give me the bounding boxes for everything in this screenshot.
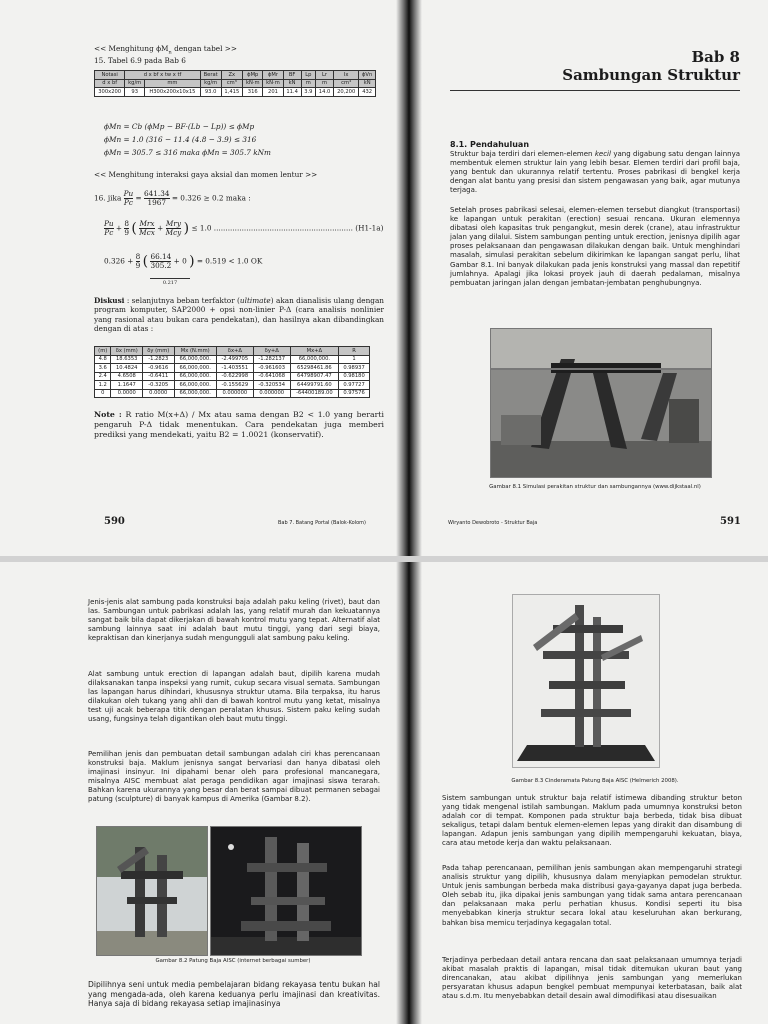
table-cell: -0.155629 (216, 381, 253, 390)
table-cell: -0.6411 (142, 372, 174, 381)
table-unit-cell: kN (359, 79, 376, 88)
table-cell: 3.9 (301, 88, 315, 97)
table-cell: 4.8 (95, 355, 111, 364)
table-unit-cell: kN·m (243, 79, 263, 88)
table-cell: 20,200 (334, 88, 359, 97)
table-header-cell: δy (mm) (142, 347, 174, 356)
table-cell: 1.2 (95, 381, 111, 390)
equation-moment-2: ϕMn = 1.0 (316 − 11.4 (4.8 − 3.9) ≤ 316 (104, 135, 257, 144)
erection-paragraph: Alat sambung untuk erection di lapangan adalah baut, dipilih karena mudah dilaksanakan tanpa inspeksi yang rumit, cukup secara visual semata. Sambungan las lapangan harus dihindari, khususnya struktur utama. Bila terpaksa, itu harus dilakukan oleh tukang yang ahli dan di bawah kontrol mutu yang ketat, misalnya test uji acak beberapa titik dengan peralatan khusus. Sistem paku keling sudah usang, fungsinya telah digantikan oleh baut mutu tinggi. (88, 670, 380, 724)
table-row (95, 364, 370, 373)
pdelta-table-header (95, 347, 370, 356)
table-cell: 11.4 (283, 88, 301, 97)
chapter-rule (450, 90, 740, 91)
table-cell: -0.3205 (142, 381, 174, 390)
page-591 (422, 0, 768, 556)
table-cell: 93.0 (200, 88, 221, 97)
interaction-calculation: 0.326 + $\frac{8}{9}$ ( $\frac{66.14}{305.2}$ + 0 ) = 0.519 < 1.0 OK (104, 252, 263, 270)
figure-8-1-caption: Gambar 8.1 Simulasi perakitan struktur dan sambungannya (www.dijkstaal.nl) (489, 484, 701, 490)
table-cell: 10.4824 (111, 364, 143, 373)
chapter-number: Bab 8 (691, 48, 740, 66)
table-unit-cell: d x bf (95, 79, 125, 88)
table-cell: -1.282137 (253, 355, 290, 364)
table-cell: 201 (263, 88, 283, 97)
aisc-souvenir-sculpture-photo (512, 594, 660, 768)
table-header-cell: Mx (N.mm) (174, 347, 216, 356)
page-number-591: 591 (720, 516, 741, 527)
table-header-cell: Lr (316, 71, 334, 80)
step-15: 15. Tabel 6.9 pada Bab 6 (94, 56, 186, 65)
table-cell: -64400189.00 (290, 389, 338, 398)
intro-paragraph-2: Setelah proses pabrikasi selesai, elemen-elemen tersebut diangkut (transportasi) ke lapangan untuk perakitan (erection) sesuai rencana. Ukuran elemennya dibatasi oleh kapasitas truk pengangkut, mesin derek (crane), atau infrastruktur jalan yang dilalui. Sistem sambungan penting untuk erection, jenisnya dipilih agar proses pelaksanaan dan pengawasan dilakukan dengan baik. Untuk menghindari masalah, simulasi perakitan sebelum dikirimkan ke lapangan sangat perlu, lihat Gambar 8.1. Ini banyak dilakukan pada jenis konstruksi yang massal dan repetitif jumlahnya. Apalagi jika lokasi proyek jauh di daerah pedalaman, misalnya pembuatan jaringan jalan dengan jembatan-jembatan penghubungnya. (450, 206, 740, 287)
table-header-cell: ϕVn (359, 71, 376, 80)
table-row (95, 381, 370, 390)
table-header-cell: Notasi (95, 71, 125, 80)
table-unit-cell: mm (145, 79, 201, 88)
table-cell: 1.1647 (111, 381, 143, 390)
table-header-cell: Ix (334, 71, 359, 80)
aisc-sculpture-photo-day (96, 826, 208, 956)
profile-table (94, 70, 376, 97)
table-cell: 4.6508 (111, 372, 143, 381)
table-cell: 0.98937 (339, 364, 370, 373)
page-592 (0, 562, 396, 1024)
detail-selection-paragraph: Pemilihan jenis dan pembuatan detail sambungan adalah ciri khas perencanaan konstruksi baja. Maklum jenisnya sangat bervariasi dan hanya dibatasi oleh imajinasi insinyur. Ini dipahami benar oleh para profesional mancanegara, misalnya AISC membuat alat peraga pendidikan agar imajinasi siswa terarah. Bahkan karena ukurannya yang besar dan berat sampai dibuat permanen sebagai patung (sculpture) di banyak kampus di Amerika (Gambar 8.2). (88, 750, 380, 804)
table-cell: 0.000000 (253, 389, 290, 398)
art-learning-paragraph: Dipilihnya seni untuk media pembelajaran bidang rekayasa tentu bukan hal yang mengada-ada, oleh karena keduanya perlu imajinasi dan kreativitas. Hanya saja di bidang rekayasa setiap imajinasinya (88, 980, 380, 1009)
table-cell: 316 (243, 88, 263, 97)
connection-system-paragraph: Sistem sambungan untuk struktur baja relatif istimewa dibanding struktur beton yang tidak mengenal istilah sambungan. Maklum pada umumnya konstruksi beton adalah cor di tempat. Komponen pada struktur baja berbeda, tidak bisa dibuat sekaligus, tetapi dalam bentuk elemen-elemen lepas yang dirakit dan disambung di lapangan. Adapun jenis sambungan yang dipilih mempengaruhi kekuatan, biaya, cara atau metode kerja dan waktu pelaksanaan. (442, 794, 742, 848)
table-header-cell: δx (mm) (111, 347, 143, 356)
table-unit-cell: kN (283, 79, 301, 88)
table-cell: -0.9616 (142, 364, 174, 373)
footer-590: Bab 7. Batang Portal (Balok-Kolom) (278, 520, 366, 526)
heading-moment-table: << Menghitung $\phi M_n$ dengan tabel >> (94, 44, 237, 56)
book-gutter-shadow (396, 0, 422, 556)
steel-assembly-photo (490, 328, 712, 478)
table-cell: -1.2823 (142, 355, 174, 364)
table-cell: -0.641068 (253, 372, 290, 381)
discussion-paragraph: Diskusi : selanjutnya beban terfaktor (ultimate) akan dianalisis ulang dengan program komputer, SAP2000 + opsi non-linier P-Δ (cara analisis nonlinier yang rasional atau bukan cara pendekatan), dan hasilnya akan dibandingkan dengan di atas : (94, 296, 384, 333)
table-cell: 0.0000 (142, 389, 174, 398)
table-header-cell: Berat (200, 71, 221, 80)
table-cell: 1,415 (221, 88, 243, 97)
profile-table-header (95, 71, 376, 80)
table-cell: 66,000,000. (174, 364, 216, 373)
table-cell: -0.622998 (216, 372, 253, 381)
table-cell: 64499791.60 (290, 381, 338, 390)
step-16: 16. jika $\frac{Pu}{Pc}$ = $\frac{641.34}{1967}$ = 0.326 ≥ 0.2 maka : (94, 189, 251, 207)
chapter-title: Sambungan Struktur (562, 66, 740, 84)
table-row (95, 372, 370, 381)
book-spread-bottom (0, 562, 768, 1024)
note-paragraph: Note : R ratio M(x+Δ) / Mx atau sama dengan B2 < 1.0 yang berarti pengaruh P-Δ tidak menentukan. Cara pendekatan juga memberi prediksi yang mendekati, yaitu B2 = 1.0021 (konservatif). (94, 410, 384, 439)
table-cell: 0.000000 (216, 389, 253, 398)
table-header-cell: δx+Δ (216, 347, 253, 356)
table-cell: 66,000,000. (290, 355, 338, 364)
table-cell: 0.97727 (339, 381, 370, 390)
equation-moment-3: ϕMn = 305.7 ≤ 316 maka ϕMn = 305.7 kNm (104, 148, 271, 157)
heading-interaction: << Menghitung interaksi gaya aksial dan momen lentur >> (94, 170, 318, 179)
table-unit-cell: cm³ (221, 79, 243, 88)
figure-8-3-caption: Gambar 8.3 Cinderamata Patung Baja AISC (Helmerich 2008). (511, 778, 679, 784)
figure-8-2-caption: Gambar 8.2 Patung Baja AISC (internet berbagai sumber) (155, 958, 311, 964)
table-cell: 65298461.86 (290, 364, 338, 373)
table-unit-cell: cm⁴ (334, 79, 359, 88)
table-cell: H300x200x10x15 (145, 88, 201, 97)
table-cell: 93 (125, 88, 145, 97)
table-cell: 0.0000 (111, 389, 143, 398)
page-number-590: 590 (104, 516, 125, 527)
table-cell: 64798907.47 (290, 372, 338, 381)
table-cell: 0.98180 (339, 372, 370, 381)
table-cell: -1.403551 (216, 364, 253, 373)
calc-underbrace-value: 0.217 (150, 278, 190, 288)
table-header-cell: ϕMr (263, 71, 283, 80)
table-unit-cell: m (301, 79, 315, 88)
table-cell: -0.320534 (253, 381, 290, 390)
table-cell: 66,000,000. (174, 389, 216, 398)
table-cell: 0.97576 (339, 389, 370, 398)
table-header-cell: R (339, 347, 370, 356)
footer-591: Wiryanto Dewobroto - Struktur Baja (448, 520, 538, 526)
table-header-cell: ϕMp (243, 71, 263, 80)
planning-stage-paragraph: Pada tahap perencanaan, pemilihan jenis sambungan akan mempengaruhi strategi analisis struktur yang dipilih, khususnya dalam menyiapkan pemodelan struktur. Untuk jenis sambungan berbeda maka distribusi gaya-gayanya dapat juga berbeda. Oleh sebab itu, jika dipakai jenis sambungan yang tidak sama antara perencanaan dan pelaksanaan maka perlu perhatian khusus. Kondisi seperti itu bisa menyebabkan kinerja struktur secara lokal atau keseluruhan akan berkurang, bahkan bisa memicu terjadinya kegagalan total. (442, 864, 742, 927)
table-header-cell: BF (283, 71, 301, 80)
table-row (95, 355, 370, 364)
table-cell: 18.6353 (111, 355, 143, 364)
table-cell: 66,000,000. (174, 372, 216, 381)
table-unit-cell: kN·m (263, 79, 283, 88)
table-cell: 432 (359, 88, 376, 97)
section-heading: 8.1. Pendahuluan (450, 140, 530, 149)
connector-types-paragraph: Jenis-jenis alat sambung pada konstruksi baja adalah paku keling (rivet), baut dan las. Sambungan untuk pabrikasi adalah las, yang relatif murah dan kekuatannya sangat baik bila dapat dikerjakan di bawah kontrol mutu yang tepat. Alternatif alat sambung lainnya saat ini adalah baut mutu tinggi, yang dari segi biaya, kepraktisan dan kinerjanya sudah mengungguli alat sambung paku keling. (88, 598, 380, 643)
table-unit-cell: kg/m (200, 79, 221, 88)
table-header-cell: Lp (301, 71, 315, 80)
interaction-equation: $\frac{Pu}{Pc}$ + $\frac{8}{9}$ ( $\frac{\text{Mrx}}{\text{Mcx}}$ + $\frac{\text{Mry}}{\text{Mcy}}$ ) ≤ 1.0 ............................................................ (H1-1a) (104, 219, 384, 237)
table-header-cell: Mx+Δ (290, 347, 338, 356)
table-header-cell: (m) (95, 347, 111, 356)
table-cell: 0 (95, 389, 111, 398)
aisc-sculpture-photo-night (210, 826, 362, 956)
table-header-cell: δy+Δ (253, 347, 290, 356)
detail-difference-paragraph: Terjadinya perbedaan detail antara rencana dan saat pelaksanaan umumnya terjadi akibat masalah praktis di lapangan, misal tidak ditemukan ukuran baut yang direncanakan, atau akibat dipilihnya jenis sambungan yang memerlukan persyaratan khusus adapun bengkel pembuat mempunyai keterbatasan, baik alat atau s.d.m. Itu menyebabkan detail desain awal dimodifikasi atau disesuaikan (442, 956, 742, 1001)
table-header-cell: d x bf x tw x tf (125, 71, 200, 80)
pdelta-table (94, 346, 370, 398)
table-cell: -2.499705 (216, 355, 253, 364)
table-unit-cell: kg/m (125, 79, 145, 88)
profile-table-row (95, 88, 376, 97)
book-gutter-shadow (396, 562, 422, 1024)
page-593 (422, 562, 768, 1024)
chapter-heading (562, 48, 740, 84)
table-cell: 14.0 (316, 88, 334, 97)
page-590 (0, 0, 396, 556)
table-cell: 2.4 (95, 372, 111, 381)
table-cell: 66,000,000. (174, 355, 216, 364)
table-unit-cell: m (316, 79, 334, 88)
intro-paragraph-1: Struktur baja terdiri dari elemen-elemen kecil yang digabung satu dengan lainnya membentuk elemen struktur lain yang lebih besar. Elemen terdiri dari profil baja, yang bentuk dan ukurannya relatif tertentu. Proses pabrikasi di bengkel kerja dengan alat bantu yang presisi dan sistem pengawasan yang baik, agar mutunya terjaga. (450, 150, 740, 195)
table-row (95, 389, 370, 398)
table-cell: 300x200 (95, 88, 125, 97)
table-cell: 66,000,000. (174, 381, 216, 390)
table-header-cell: Zx (221, 71, 243, 80)
table-cell: 1 (339, 355, 370, 364)
table-cell: 3.6 (95, 364, 111, 373)
profile-table-units (95, 79, 376, 88)
table-cell: -0.961603 (253, 364, 290, 373)
equation-moment-1: ϕMn = Cb (ϕMp − BF·(Lb − Lp)) ≤ ϕMp (104, 122, 255, 131)
